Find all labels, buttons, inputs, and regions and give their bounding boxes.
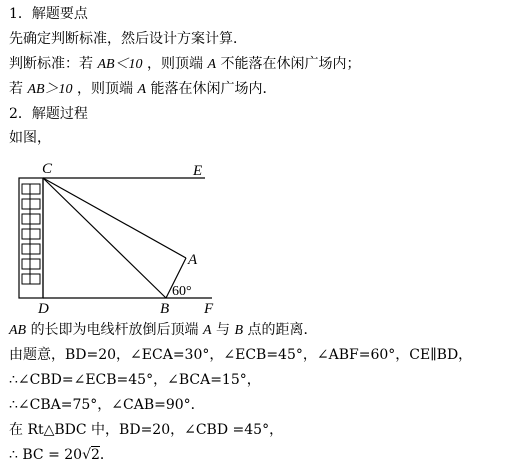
- solution-l6-pre: ∴ BC = 20: [9, 447, 83, 463]
- var-A: A: [203, 323, 212, 338]
- criterion2-prefix: 若: [9, 81, 23, 97]
- criterion-end: 不能落在休闲广场内；: [220, 56, 361, 72]
- solution-line-2: 由题意，BD=20，∠ECA=30°，∠ECB=45°，∠ABF=60°，CE∥BD，: [9, 347, 473, 363]
- solution-l1-mid: 的长即为电线杆放倒后顶端: [30, 322, 199, 338]
- criterion2-mid: ，则顶端: [77, 81, 134, 97]
- section1-heading: 1．解题要点: [9, 6, 88, 22]
- solution-line-3: ∴∠CBD=∠ECB=45°，∠BCA=15°，: [9, 372, 261, 388]
- var-B: B: [234, 323, 244, 338]
- label-F: F: [204, 301, 214, 317]
- method-line: 先确定判断标准，然后设计方案计算．: [9, 31, 247, 47]
- criterion-mid: ，则顶端: [147, 56, 204, 72]
- criterion2-var: A: [137, 82, 147, 97]
- criterion-var: A: [207, 57, 217, 72]
- criterion-prefix: 判断标准：若: [9, 56, 93, 72]
- label-B: B: [160, 301, 170, 317]
- criterion2-math: AB＞10: [27, 82, 73, 97]
- solution-line-4: ∴∠CBA=75°，∠CAB=90°．: [9, 397, 205, 413]
- sqrt-sign: √: [82, 447, 91, 463]
- figure-intro: 如图，: [9, 130, 51, 146]
- building-outline: [19, 178, 43, 298]
- solution-l6-end: ．: [99, 447, 114, 463]
- solution-l1-mid2: 与: [216, 322, 231, 338]
- sqrt-radicand: 2: [90, 447, 100, 463]
- line-CA: [43, 178, 186, 258]
- var-AB: AB: [9, 323, 27, 338]
- solution-l1-end: 点的距离．: [247, 322, 318, 338]
- building-windows: [22, 184, 40, 284]
- angle-label: 60°: [172, 284, 192, 299]
- section2-heading: 2．解题过程: [9, 106, 88, 122]
- label-E: E: [193, 163, 203, 179]
- label-C: C: [42, 161, 53, 177]
- criterion-math: AB＜10: [97, 57, 143, 72]
- label-A: A: [188, 252, 198, 268]
- solution-line-1: [9, 320, 318, 341]
- solution-line-5: 在 Rt△BDC 中，BD=20，∠CBD =45°，: [9, 422, 284, 438]
- criterion2-end: 能落在休闲广场内．: [150, 81, 277, 97]
- line-CB: [43, 178, 166, 298]
- solution-line-6: [9, 445, 114, 465]
- label-D: D: [38, 301, 49, 317]
